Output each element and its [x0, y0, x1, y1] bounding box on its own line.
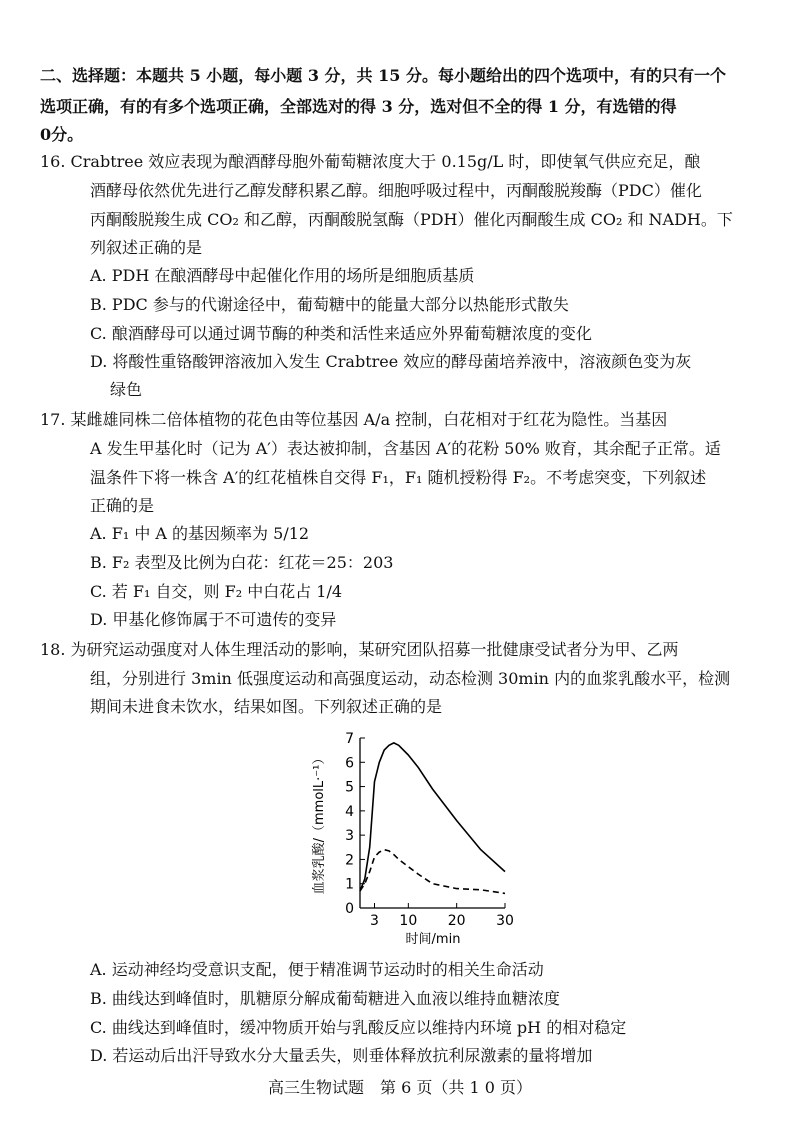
q16-option-b: B. PDC 参与的代谢途径中，葡萄糖中的能量大部分以热能形式散失	[90, 295, 569, 314]
q18-option-d: D. 若运动后出汗导致水分大量丢失，则垂体释放抗利尿激素的量将增加	[90, 1046, 593, 1065]
q18-option-c: C. 曲线达到峰值时，缓冲物质开始与乳酸反应以维持内环境 pH 的相对稳定	[90, 1018, 627, 1037]
section-header-line-1: 二、选择题：本题共 5 小题，每小题 3 分，共 15 分。每小题给出的四个选项中，有的只有一个	[40, 66, 726, 85]
y-tick-label: 7	[345, 731, 354, 747]
y-tick-label: 6	[345, 755, 354, 772]
q17-option-c: C. 若 F₁ 自交，则 F₂ 中白花占 1/4	[90, 582, 343, 601]
series-layer	[360, 743, 505, 894]
x-axis-label: 时间/min	[405, 932, 461, 947]
x-tick-label: 10	[399, 913, 418, 929]
q18-option-a: A. 运动神经均受意识支配，便于精准调节运动时的相关生命活动	[90, 960, 544, 979]
q16-stem-line: 丙酮酸脱羧生成 CO₂ 和乙醇，丙酮酸脱氢酶（PDH）催化丙酮酸生成 CO₂ 和 NADH。下	[90, 210, 733, 229]
q16-option-a: A. PDH 在酿酒酵母中起催化作用的场所是细胞质基质	[90, 266, 475, 285]
x-tick-label: 30	[496, 913, 514, 929]
q18-option-b: B. 曲线达到峰值时，肌糖原分解成葡萄糖进入血液以维持血糖浓度	[90, 989, 560, 1008]
q17-option-d: D. 甲基化修饰属于不可遗传的变异	[90, 610, 337, 629]
low-intensity-curve	[360, 850, 505, 894]
lactate-chart	[305, 728, 530, 953]
q16-option-d: D. 将酸性重铬酸钾溶液加入发生 Crabtree 效应的酵母菌培养液中，溶液颜色变为灰	[90, 352, 692, 371]
q16-stem-line: 16. Crabtree 效应表现为酿酒酵母胞外葡萄糖浓度大于 0.15g/L 时，即使氧气供应充足，酿	[40, 152, 701, 171]
q16-stem-line: 列叙述正确的是	[90, 238, 203, 257]
y-tick-label: 3	[345, 828, 354, 845]
y-tick-label: 0	[345, 901, 354, 917]
x-ticks	[370, 903, 514, 929]
y-axis-label: 血浆乳酸/（mmolL·⁻¹）	[312, 751, 327, 895]
q16-option-d-continued: 绿色	[110, 380, 143, 399]
q18-stem-line: 期间未进食未饮水，结果如图。下列叙述正确的是	[90, 697, 443, 716]
y-tick-label: 1	[345, 876, 354, 893]
x-tick-label: 3	[370, 913, 379, 929]
y-tick-label: 4	[345, 803, 354, 820]
page-footer: 高三生物试题 第 6 页（共 1 0 页）	[268, 1078, 532, 1097]
section-header-line-3: 0分。	[40, 125, 84, 144]
section-header-line-2: 选项正确，有的有多个选项正确，全部选对的得 3 分，选对但不全的得 1 分，有选错的得	[40, 97, 677, 116]
y-tick-label: 5	[345, 779, 354, 796]
q18-stem-line: 18. 为研究运动强度对人体生理活动的影响，某研究团队招募一批健康受试者分为甲、乙两	[40, 640, 679, 659]
q17-stem-line: A 发生甲基化时（记为 A′）表达被抑制，含基因 A′的花粉 50% 败育，其余配子正常。适	[90, 439, 721, 458]
q17-stem-line: 17. 某雌雄同株二倍体植物的花色由等位基因 A/a 控制，白花相对于红花为隐性。当基因	[40, 410, 668, 429]
x-tick-label: 20	[447, 913, 466, 929]
high-intensity-curve	[360, 743, 505, 891]
q16-option-c: C. 酿酒酵母可以通过调节酶的种类和活性来适应外界葡萄糖浓度的变化	[90, 324, 592, 343]
q17-stem-line: 温条件下将一株含 A′的红花植株自交得 F₁，F₁ 随机授粉得 F₂。不考虑突变，下列叙述	[90, 468, 707, 487]
q17-stem-line: 正确的是	[90, 496, 155, 515]
q17-option-b: B. F₂ 表型及比例为白花：红花＝25：203	[90, 553, 394, 572]
q17-option-a: A. F₁ 中 A 的基因频率为 5/12	[90, 524, 310, 543]
q16-stem-line: 酒酵母依然优先进行乙醇发酵积累乙醇。细胞呼吸过程中，丙酮酸脱羧酶（PDC）催化	[90, 181, 702, 200]
y-tick-label: 2	[345, 852, 354, 869]
q18-stem-line: 组，分别进行 3min 低强度运动和高强度运动，动态检测 30min 内的血浆乳酸水平，检测	[90, 669, 731, 688]
